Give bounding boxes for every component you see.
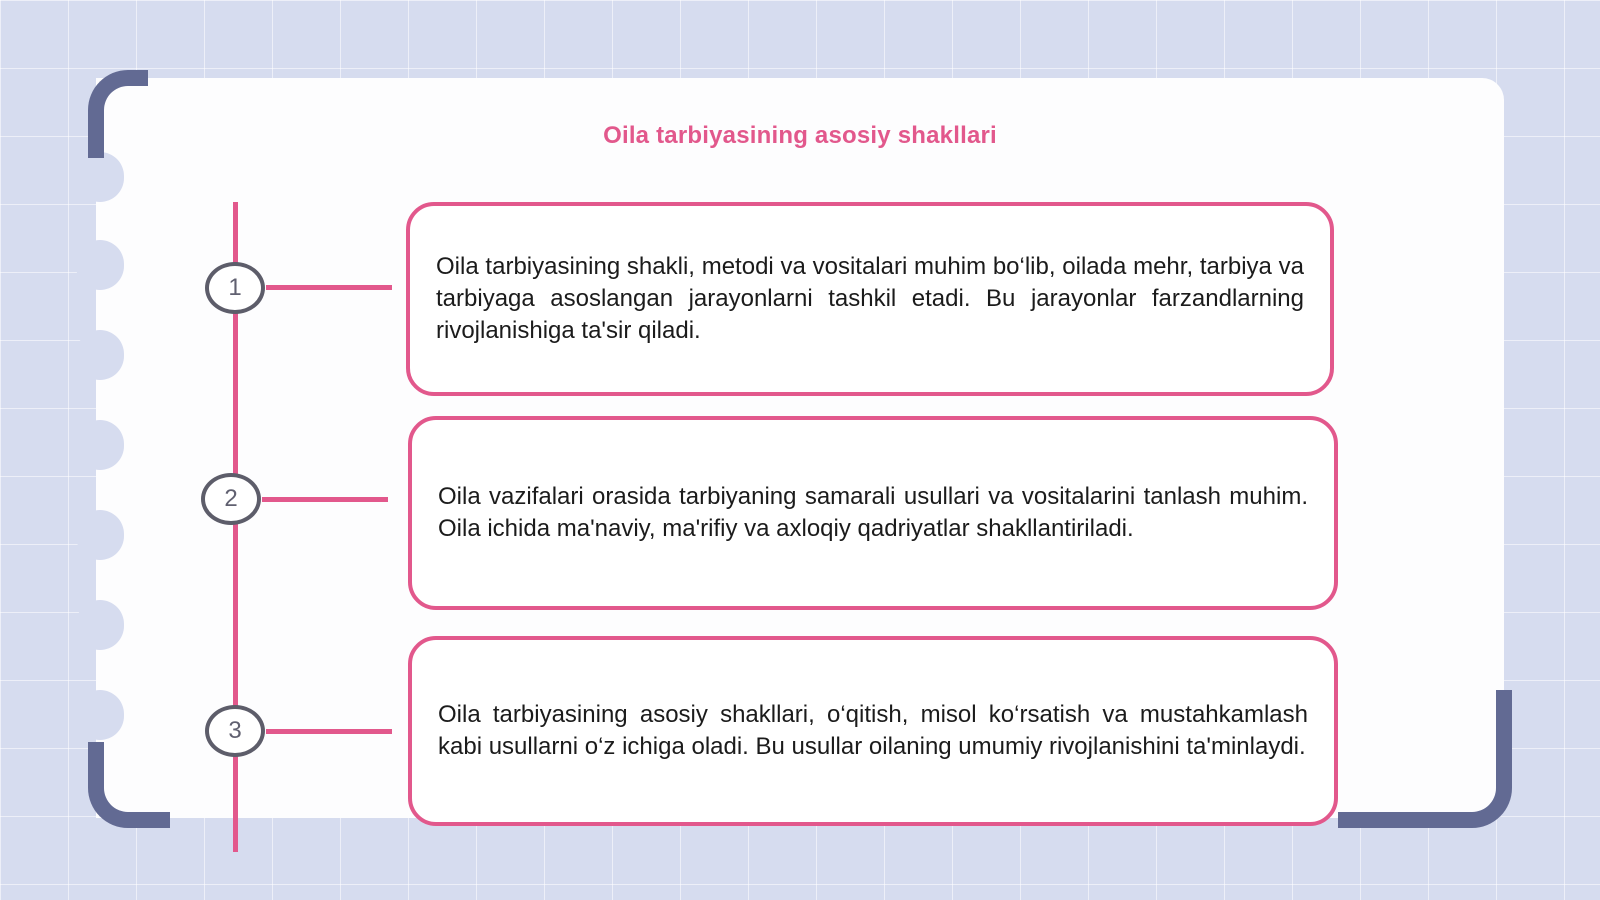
sheet-notch — [76, 330, 124, 380]
step-text-1: Oila tarbiyasining shakli, metodi va vositalari muhim bo‘lib, oilada mehr, tarbiya va tarbiyaga asoslangan jarayonlarni tashkil etadi. Bu jarayonlar farzandlarning rivojlanishiga ta'sir qiladi. — [436, 253, 1304, 344]
sheet-notch — [76, 510, 124, 560]
sheet-notch — [76, 420, 124, 470]
sheet-notch — [76, 152, 124, 202]
sheet-notch — [76, 600, 124, 650]
sheet-notch — [76, 690, 124, 740]
corner-bracket-bottom-left — [88, 742, 170, 828]
connector-line — [266, 729, 392, 734]
corner-bracket-bottom-right — [1338, 690, 1512, 828]
step-number-2: 2 — [201, 473, 261, 525]
step-text-2: Oila vazifalari orasida tarbiyaning samarali usullari va vositalarini tanlash muhim. Oila ichida ma'naviy, ma'rifiy va axloqiy qadriyatlar shakllantiriladi. — [438, 483, 1308, 542]
step-number-3: 3 — [205, 705, 265, 757]
connector-line — [262, 497, 388, 502]
step-text-3: Oila tarbiyasining asosiy shakllari, o‘qitish, misol ko‘rsatish va mustahkamlash kabi usullarni o‘z ichiga oladi. Bu usullar oilaning umumiy rivojlanishini ta'minlaydi. — [438, 701, 1308, 760]
slide-title: Oila tarbiyasining asosiy shakllari — [603, 122, 997, 149]
step-card-3 — [408, 636, 1338, 826]
sheet-notch — [76, 240, 124, 290]
connector-line — [266, 285, 392, 290]
step-card-1 — [406, 202, 1334, 396]
step-number-1: 1 — [205, 262, 265, 314]
step-card-2 — [408, 416, 1338, 610]
